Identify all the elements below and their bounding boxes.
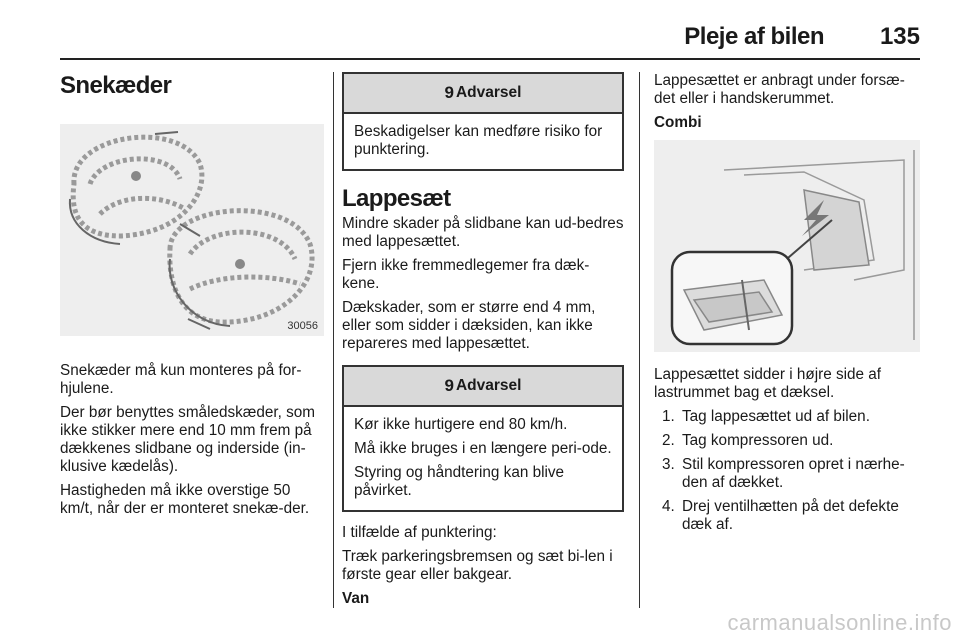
paragraph: Der bør benyttes småledskæder, som ikke stikker mere end 10 mm frem på dækkenes slidbane og inderside (in-klusive kædelås). [60, 404, 316, 475]
page-title: Pleje af bilen [684, 23, 824, 50]
warning-body [344, 114, 622, 169]
paragraph: Mindre skader på slidbane kan ud-bedres med lappesættet. [342, 215, 624, 250]
column-divider [333, 72, 334, 608]
list-item: 1. Tag lappesættet ud af bilen. [662, 408, 870, 425]
warning-icon: 9 [444, 83, 454, 102]
label-van: Van [342, 590, 370, 607]
column-kit-location [654, 72, 922, 540]
warning-text: Beskadigelser kan medføre risiko for punktering. [354, 123, 603, 158]
paragraph: Snekæder må kun monteres på for-hjulene. [60, 362, 302, 397]
column-divider [639, 72, 640, 608]
paragraph: Lappesættet sidder i højre side af lastrummet bag et dæksel. [654, 366, 882, 401]
repair-kit-illustration [654, 140, 920, 352]
paragraph: Fjern ikke fremmedlegemer fra dæk-kene. [342, 257, 590, 292]
warning-header [344, 367, 622, 407]
paragraph: Træk parkeringsbremsen og sæt bi-len i første gear eller bakgear. [342, 548, 613, 583]
warning-text: Kør ikke hurtigere end 80 km/h. [354, 416, 568, 433]
paragraph: I tilfælde af punktering: [342, 524, 497, 541]
list-item: 4. Drej ventilhætten på det defekte dæk af. [662, 498, 899, 533]
snow-chains-illustration [60, 124, 324, 336]
warning-box [342, 72, 624, 171]
warning-body [344, 407, 622, 510]
watermark: carmanualsonline.info [727, 610, 952, 635]
warning-text: Styring og håndtering kan blive påvirket. [354, 464, 565, 499]
warning-title: Advarsel [455, 377, 522, 394]
repair-kit-drawing [654, 140, 920, 352]
warning-header [344, 74, 622, 114]
list-item: 2. Tag kompressoren ud. [662, 432, 834, 449]
paragraph: Hastigheden må ikke overstige 50 km/t, når der er monteret snekæ-der. [60, 482, 310, 517]
figure-code: 30056 [287, 320, 318, 332]
snow-chains-drawing [60, 124, 324, 336]
steps-list [654, 408, 922, 534]
section-heading-repair-kit: Lappesæt [342, 185, 451, 212]
column-snow-chains [60, 72, 324, 524]
paragraph: Dækskader, som er større end 4 mm, eller som sidder i dæksiden, kan ikke repareres med lappesættet. [342, 299, 596, 352]
paragraph: Lappesættet er anbragt under forsæ-det eller i handskerummet. [654, 72, 905, 107]
warning-title: Advarsel [455, 84, 522, 101]
warning-box [342, 365, 624, 512]
page-header [60, 14, 920, 60]
warning-icon: 9 [444, 376, 454, 395]
label-combi: Combi [654, 114, 702, 131]
column-repair-kit [342, 72, 624, 614]
warning-text: Må ikke bruges i en længere peri-ode. [354, 440, 612, 457]
list-item: 3. Stil kompressoren opret i nærhe-den af dækket. [662, 456, 905, 491]
section-heading-snow-chains: Snekæder [60, 72, 172, 99]
page-number: 135 [879, 23, 920, 50]
